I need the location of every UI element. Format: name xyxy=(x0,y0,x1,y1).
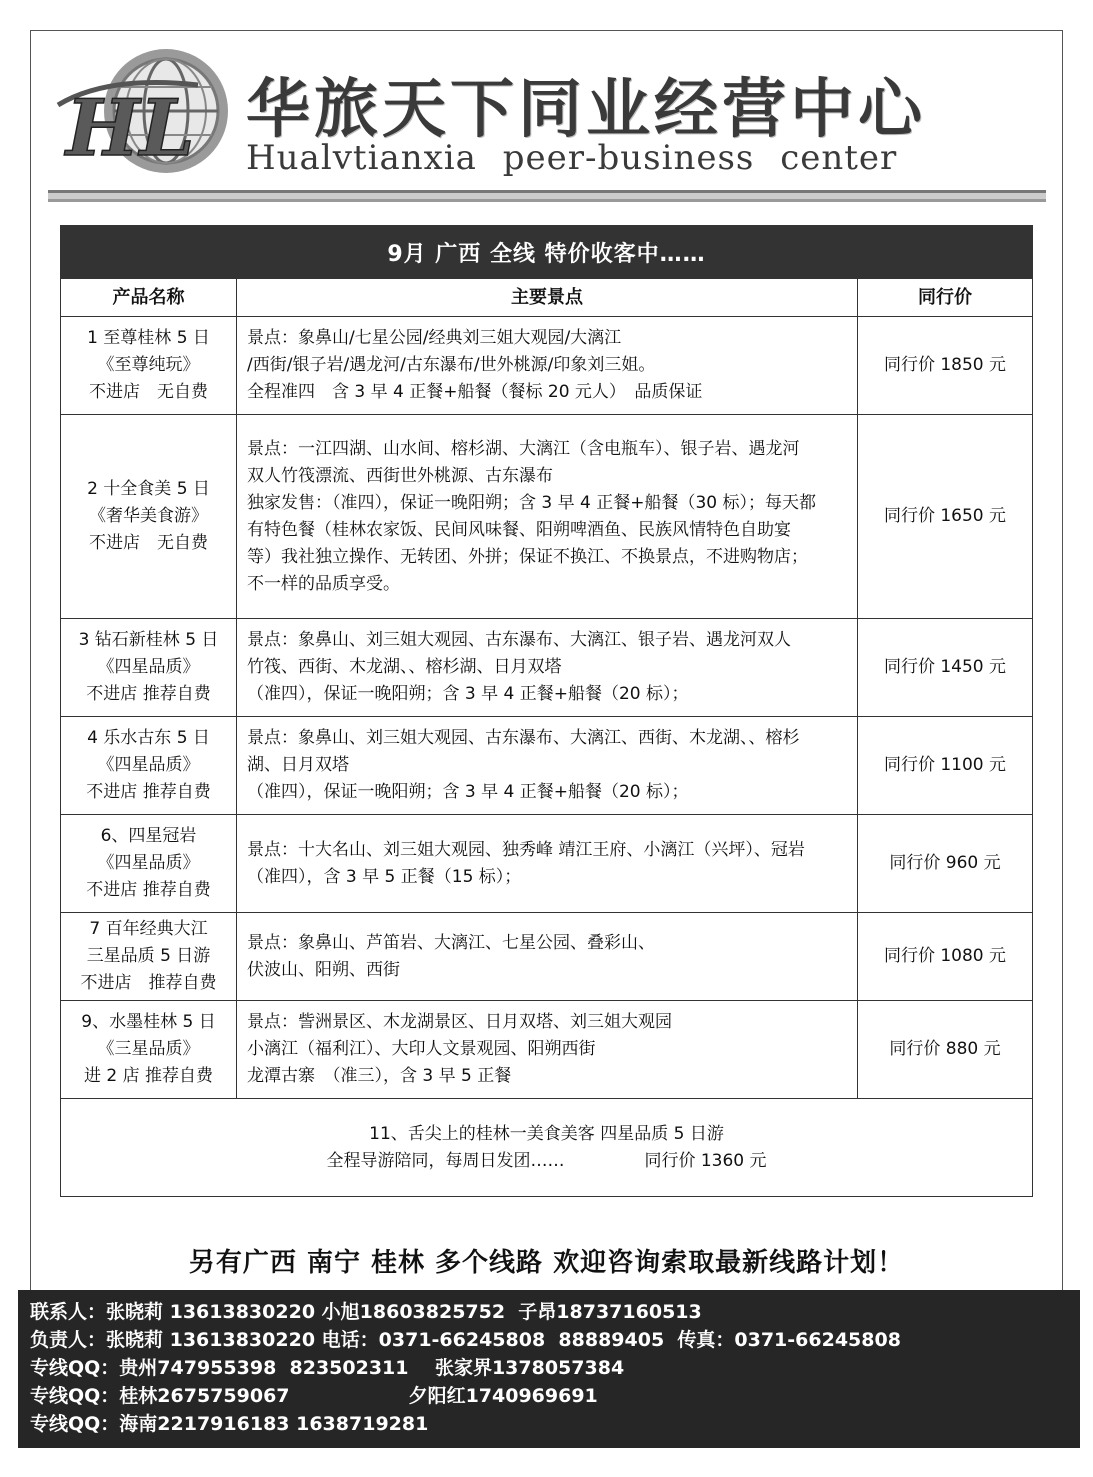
name-line: 不进店 无自费 xyxy=(89,382,208,402)
extra-product-detail xyxy=(326,1148,766,1175)
table-row xyxy=(61,618,1032,716)
extra-product-row xyxy=(61,1098,1032,1196)
product-spots xyxy=(237,415,858,618)
table-row xyxy=(61,912,1032,1000)
name-line: 《奢华美食游》 xyxy=(89,506,208,526)
spots-line: （准四），保证一晚阳朔；含 3 早 4 正餐+船餐（20 标）； xyxy=(247,782,689,802)
product-name xyxy=(61,815,237,912)
spots-line: 龙潭古寨 （准三），含 3 早 5 正餐 xyxy=(247,1066,512,1086)
name-line: 进 2 店 推荐自费 xyxy=(83,1066,214,1086)
extra-product-price: 同行价 1360 元 xyxy=(644,1150,767,1171)
spots-line: 景点：訾洲景区、木龙湖景区、日月双塔、刘三姐大观园 xyxy=(247,1012,672,1032)
name-line: 9、水墨桂林 5 日 xyxy=(81,1012,216,1032)
contact-line: 专线QQ：贵州747955398 823502311 张家界1378057384 xyxy=(30,1357,625,1379)
table-row xyxy=(61,1000,1032,1098)
contact-line: 专线QQ：桂林2675759067 夕阳红1740969691 xyxy=(30,1385,598,1407)
product-spots xyxy=(237,815,858,912)
spots-line: 湖、日月双塔 xyxy=(247,755,349,775)
product-name xyxy=(61,317,237,414)
name-line: 《三星品质》 xyxy=(97,1039,200,1059)
product-name xyxy=(61,717,237,814)
col-header-name: 产品名称 xyxy=(61,279,237,316)
spots-line: 景点：象鼻山/七星公园/经典刘三姐大观园/大漓江 xyxy=(247,328,622,348)
product-spots xyxy=(237,913,858,1000)
name-line: 《四星品质》 xyxy=(97,853,200,873)
name-line: 不进店 推荐自费 xyxy=(86,782,211,802)
spots-line: 竹筏、西街、木龙湖、、榕杉湖、日月双塔 xyxy=(247,657,562,677)
product-table xyxy=(60,225,1033,1197)
product-spots xyxy=(237,317,858,414)
spots-line: 全程准四 含 3 早 4 正餐+船餐（餐标 20 元人） 品质保证 xyxy=(247,382,703,402)
table-banner: 9月 广西 全线 特价收客中…… xyxy=(61,226,1032,278)
product-price: 同行价 1100 元 xyxy=(883,755,1007,775)
name-line: 不进店 推荐自费 xyxy=(86,684,211,704)
extra-product-schedule: 全程导游陪同，每周日发团…… xyxy=(326,1150,565,1171)
name-line: 不进店 推荐自费 xyxy=(86,880,211,900)
name-line: 《四星品质》 xyxy=(97,657,200,677)
spots-line: 景点：象鼻山、芦笛岩、大漓江、七星公园、叠彩山、 xyxy=(247,932,655,953)
name-line: 《四星品质》 xyxy=(97,755,200,775)
contact-line: 联系人：张晓莉 13613830220 小旭18603825752 子昂18737160513 xyxy=(30,1301,702,1323)
col-header-spots: 主要景点 xyxy=(237,279,858,316)
spots-line: （准四），保证一晚阳朔；含 3 早 4 正餐+船餐（20 标）； xyxy=(247,684,689,704)
contact-panel xyxy=(18,1290,1080,1448)
contact-line: 专线QQ：海南2217916183 1638719281 xyxy=(30,1413,429,1435)
product-name xyxy=(61,1001,237,1098)
product-name xyxy=(61,415,237,618)
product-spots xyxy=(237,717,858,814)
contact-line: 负责人：张晓莉 13613830220 电话：0371-66245808 88889405 传真：0371-66245808 xyxy=(30,1329,901,1351)
name-line: 《至尊纯玩》 xyxy=(97,355,200,375)
name-line: 不进店 无自费 xyxy=(89,533,208,553)
name-line: 7 百年经典大江 xyxy=(89,919,208,939)
product-price: 同行价 880 元 xyxy=(889,1039,1001,1059)
table-row xyxy=(61,716,1032,814)
name-line: 三星品质 5 日游 xyxy=(86,946,211,966)
logo-text: HL xyxy=(66,83,195,174)
name-line: 6、四星冠岩 xyxy=(100,826,197,846)
table-row xyxy=(61,316,1032,414)
globe-logo-icon xyxy=(48,45,238,180)
spots-line: 有特色餐（桂林农家饭、民间风味餐、阳朔啤酒鱼、民族风情特色自助宴 xyxy=(247,519,791,540)
name-line: 1 至尊桂林 5 日 xyxy=(87,328,210,348)
product-spots xyxy=(237,1001,858,1098)
spots-line: 不一样的品质享受。 xyxy=(247,573,400,594)
col-header-price: 同行价 xyxy=(918,287,972,308)
table-header-row xyxy=(61,278,1032,316)
spots-line: （准四），含 3 早 5 正餐（15 标）； xyxy=(247,866,522,887)
spots-line: 双人竹筏漂流、西街世外桃源、古东瀑布 xyxy=(247,465,553,486)
table-row xyxy=(61,814,1032,912)
promo-banner: 另有广西 南宁 桂林 多个线路 欢迎咨询索取最新线路计划！ xyxy=(188,1248,905,1278)
product-price: 同行价 1450 元 xyxy=(883,657,1007,677)
spots-line: 伏波山、阳朔、西街 xyxy=(247,959,400,980)
company-title-cn: 华旅天下同业经营中心 xyxy=(246,73,926,147)
spots-line: /西街/银子岩/遇龙河/古东瀑布/世外桃源/印象刘三姐。 xyxy=(247,355,656,375)
spots-line: 独家发售：（准四），保证一晚阳朔；含 3 早 4 正餐+船餐（30 标）；每天都 xyxy=(247,492,817,513)
product-name xyxy=(61,913,237,1000)
product-name xyxy=(61,619,237,716)
product-price: 同行价 960 元 xyxy=(889,853,1001,873)
spots-line: 景点：象鼻山、刘三姐大观园、古东瀑布、大漓江、银子岩、遇龙河双人 xyxy=(247,630,791,650)
extra-product-title: 11、舌尖上的桂林一美食美客 四星品质 5 日游 xyxy=(369,1123,724,1144)
company-title-en: Hualvtianxia peer-business center xyxy=(246,138,898,178)
spots-line: 小漓江（福利江）、大印人文景观园、阳朔西街 xyxy=(247,1039,596,1059)
product-price: 同行价 1080 元 xyxy=(883,946,1007,966)
name-line: 3 钻石新桂林 5 日 xyxy=(78,630,219,650)
product-price: 同行价 1850 元 xyxy=(883,355,1007,375)
spots-line: 景点：一江四湖、山水间、榕杉湖、大漓江（含电瓶车）、银子岩、遇龙河 xyxy=(247,438,800,459)
spots-line: 景点：象鼻山、刘三姐大观园、古东瀑布、大漓江、西街、木龙湖、、榕杉 xyxy=(247,728,800,748)
header-divider xyxy=(48,190,1046,202)
name-line: 不进店 推荐自费 xyxy=(80,973,217,993)
name-line: 2 十全食美 5 日 xyxy=(87,479,210,499)
spots-line: 景点：十大名山、刘三姐大观园、独秀峰 靖江王府、小漓江（兴坪）、冠岩 xyxy=(247,839,805,860)
spots-line: 等）我社独立操作、无转团、外拼；保证不换江、不换景点，不进购物店； xyxy=(247,546,808,567)
table-row xyxy=(61,414,1032,618)
product-price: 同行价 1650 元 xyxy=(883,506,1007,526)
product-spots xyxy=(237,619,858,716)
name-line: 4 乐水古东 5 日 xyxy=(87,728,210,748)
header xyxy=(48,40,1048,190)
